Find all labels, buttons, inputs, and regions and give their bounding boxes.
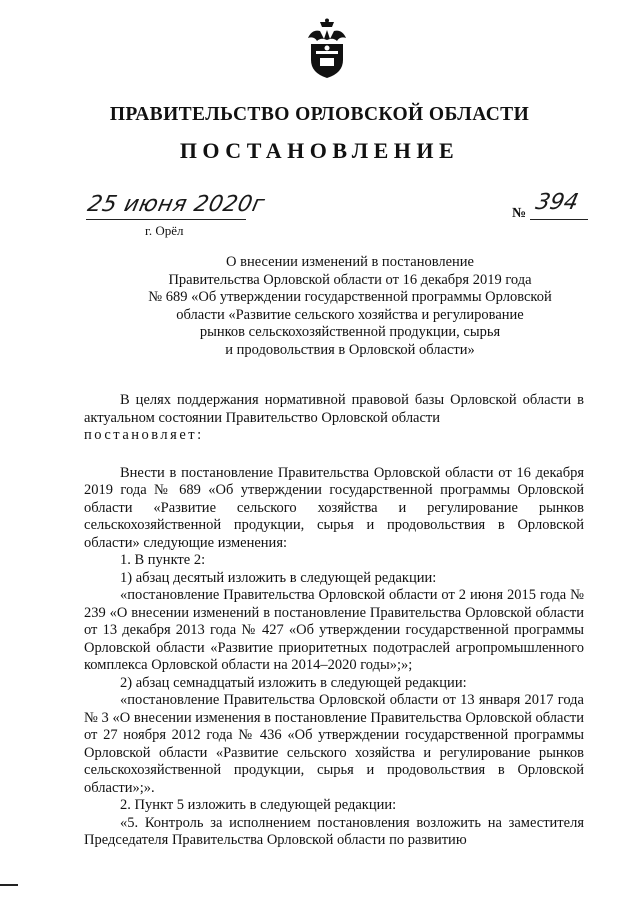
coat-of-arms-icon [300, 18, 354, 80]
item-1-1: 1) абзац десятый изложить в следующей редакции: [120, 569, 437, 586]
subject-line: рынков сельскохозяйственной продукции, сырья [199, 324, 501, 340]
intro-paragraph: Внести в постановление Правительства Орловской области от 16 декабря 2019 года № 689 «Об утверждении государственной программы Орловской области «Развитие сельского хозяйства и регулирование рынков сельскохозяйственной продукции, сырья и продовольствия в Орловской области» следующие изменения: [84, 464, 584, 551]
government-title: ПРАВИТЕЛЬСТВО ОРЛОВСКОЙ ОБЛАСТИ [109, 104, 530, 125]
document-body [84, 392, 584, 850]
item-1-2: 2) абзац семнадцатый изложить в следующей редакции: [120, 674, 467, 691]
paragraph-gap [84, 445, 584, 465]
subject-line: № 689 «Об утверждении государственной программы Орловской [148, 289, 552, 305]
number-underline [530, 219, 588, 220]
item-2-text: «5. Контроль за исполнением постановления возложить на заместителя Председателя Правительства Орловской области по развитию [84, 814, 584, 848]
item-1-2-text: «постановление Правительства Орловской области от 13 января 2017 года № 3 «О внесении изменения в постановление Правительства Орловской области от 27 ноября 2012 года № 436 «Об утверждении государственной программы Орловской области «Развитие сельского хозяйства и регулирование рынков сельскохозяйственной продукции, сырья и продовольствия в Орловской области»;». [84, 692, 584, 796]
subject-line: Правительства Орловской области от 16 декабря 2019 года [168, 271, 532, 288]
subject-line: и продовольствия в Орловской области» [225, 341, 475, 358]
item-2: 2. Пункт 5 изложить в следующей редакции: [120, 797, 397, 813]
handwritten-number: 394 [533, 190, 581, 215]
city-label: г. Орёл [145, 223, 184, 238]
item-1-1-text: «постановление Правительства Орловской области от 2 июня 2015 года № 239 «О внесении изменений в постановление Правительства Орловской области от 13 декабря 2013 года № 427 «Об утверждении государственной программы Орловской области «Развитие приоритетных подотраслей агропромышленного комплекса Орловской области на 2014–2020 годы»;»; [84, 587, 584, 673]
page-edge-mark [0, 884, 18, 886]
number-sign: № [512, 206, 527, 221]
preamble-paragraph: В целях поддержания нормативной правовой базы Орловской области в актуальном состоянии Правительство Орловской области [84, 392, 584, 426]
handwritten-date: 25 июня 2020г [85, 192, 268, 217]
item-1: 1. В пункте 2: [120, 552, 206, 568]
date-underline [86, 219, 246, 220]
document-subject [120, 254, 580, 359]
resolves-word: постановляет: [84, 427, 204, 443]
subject-line: О внесении изменений в постановление [226, 254, 474, 270]
document-type: ПОСТАНОВЛЕНИЕ [179, 138, 460, 163]
subject-line: области «Развитие сельского хозяйства и регулирование [176, 306, 524, 323]
